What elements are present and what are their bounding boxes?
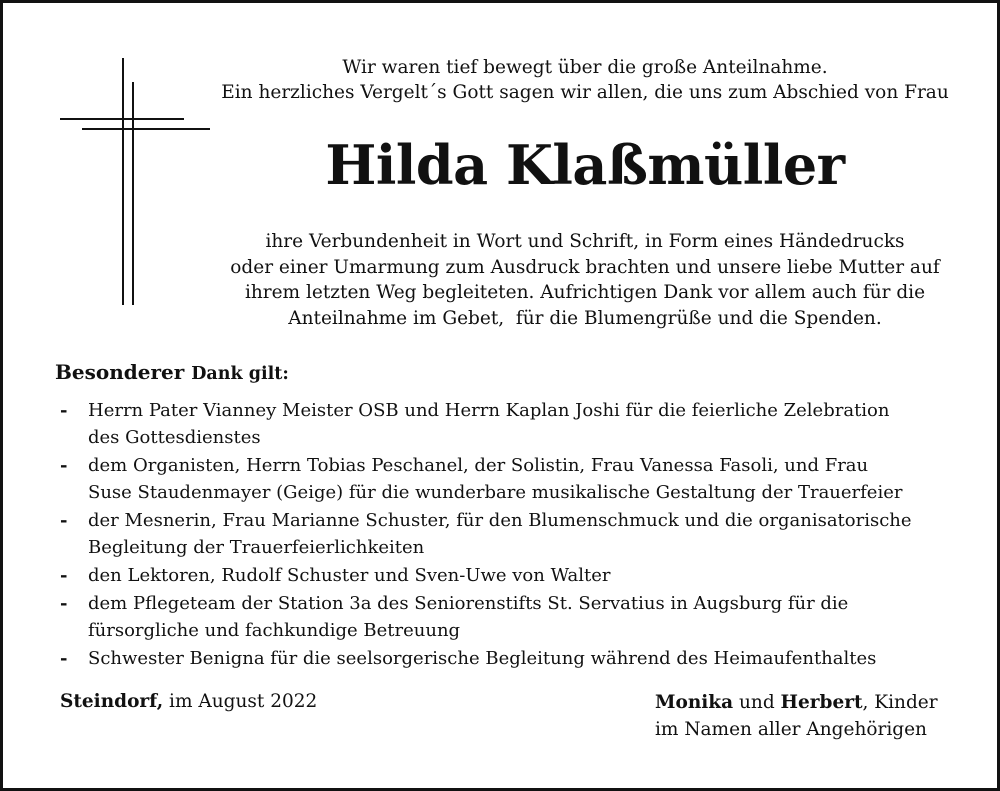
signers-relation: , Kinder [862, 692, 938, 713]
list-item [60, 562, 960, 589]
body-line: ihre Verbundenheit in Wort und Schrift, in Form eines Händedrucks [265, 231, 905, 252]
dash-bullet: - [60, 593, 68, 614]
heading-part: Besonderer [55, 360, 192, 384]
signer-name: Herbert [780, 692, 863, 713]
list-item-line: Suse Staudenmayer (Geige) für die wunderbare musikalische Gestaltung der Trauerfeier [88, 482, 903, 503]
list-item-line: fürsorgliche und fachkundige Betreuung [88, 620, 461, 641]
dash-bullet: - [60, 400, 68, 421]
list-item-line: der Mesnerin, Frau Marianne Schuster, für den Blumenschmuck und die organisatorische [88, 510, 912, 531]
list-item-line: dem Pflegeteam der Station 3a des Seniorenstifts St. Servatius in Augsburg für die [88, 593, 849, 614]
list-item [60, 452, 960, 506]
body-line: oder einer Umarmung zum Ausdruck brachten und unsere liebe Mutter auf [230, 256, 940, 278]
list-item-line: Schwester Benigna für die seelsorgerische Begleitung während des Heimaufenthaltes [88, 648, 877, 669]
place-and-date [60, 689, 317, 714]
dash-bullet: - [60, 455, 68, 476]
cross-icon [60, 55, 215, 310]
dash-bullet: - [60, 648, 68, 669]
date: im August 2022 [163, 691, 318, 712]
dash-bullet: - [60, 565, 68, 586]
dash-bullet: - [60, 510, 68, 531]
signers-line [655, 689, 975, 716]
thanks-list [60, 397, 960, 673]
list-item-line: dem Organisten, Herrn Tobias Peschanel, der Solistin, Frau Vanessa Fasoli, und Frau [88, 455, 869, 476]
signers-line: im Namen aller Angehörigen [655, 719, 927, 740]
signers-and: und [733, 692, 781, 713]
heading-part: Dank gilt: [191, 364, 289, 384]
list-item [60, 507, 960, 561]
town: Steindorf, [60, 691, 164, 712]
list-item-line: Herrn Pater Vianney Meister OSB und Herrn Kaplan Joshi für die feierliche Zelebration [88, 400, 890, 421]
special-thanks-heading [55, 359, 289, 387]
list-item-line: Begleitung der Trauerfeierlichkeiten [88, 537, 425, 558]
signer-name: Monika [655, 692, 734, 713]
intro-text [200, 55, 970, 105]
deceased-name: Hilda Klaßmüller [325, 133, 845, 197]
thanks-body-text [200, 229, 970, 331]
list-item [60, 645, 960, 672]
body-line: Anteilnahme im Gebet, für die Blumengrüße und die Spenden. [288, 307, 882, 329]
body-line: ihrem letzten Weg begleiteten. Aufrichtigen Dank vor allem auch für die [244, 282, 926, 303]
intro-line: Wir waren tief bewegt über die große Anteilnahme. [342, 57, 828, 78]
list-item-line: des Gottesdienstes [88, 427, 261, 448]
intro-line: Ein herzliches Vergelt´s Gott sagen wir allen, die uns zum Abschied von Frau [221, 82, 949, 103]
list-item-line: den Lektoren, Rudolf Schuster und Sven-Uwe von Walter [88, 565, 611, 586]
list-item [60, 590, 960, 644]
list-item [60, 397, 960, 451]
signers [655, 689, 975, 743]
